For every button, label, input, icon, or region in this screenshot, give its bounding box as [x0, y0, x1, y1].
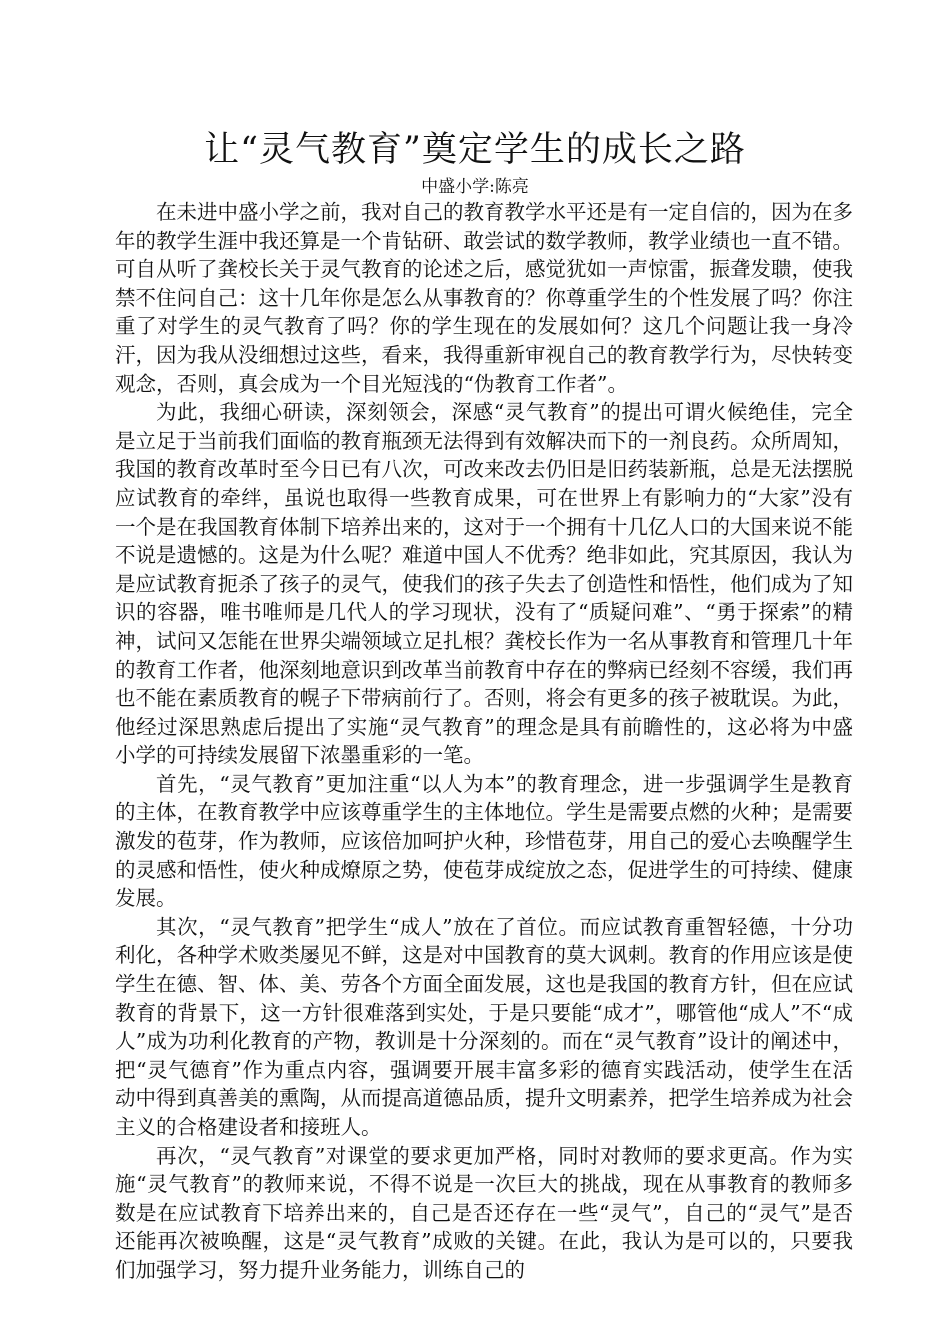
paragraph: 再次，“灵气教育”对课堂的要求更加严格，同时对教师的要求更高。作为实施“灵气教育”的教师来说，不得不说是一次巨大的挑战，现在从事教育的教师多数是在应试教育下培养出来的，自己是否还存在一些“灵气”，自己的“灵气”是否还能再次被唤醒，这是“灵气教育”成败的关键。在此，我认为是可以的，只要我们加强学习，努力提升业务能力，训练自己的: [115, 1143, 853, 1282]
paragraph: 首先，“灵气教育”更加注重“以人为本”的教育理念，进一步强调学生是教育的主体，在教育教学中应该尊重学生的主体地位。学生是需要点燃的火种；是需要激发的苞芽，作为教师，应该倍加呵护火种，珍惜苞芽，用自己的爱心去唤醒学生的灵感和悟性，使火种成燎原之势，使苞芽成绽放之态，促进学生的可持续、健康发展。: [115, 771, 853, 911]
paragraph: 为此，我细心研读，深刻领会，深感“灵气教育”的提出可谓火候绝佳，完全是立足于当前我们面临的教育瓶颈无法得到有效解决而下的一剂良药。众所周知，我国的教育改革时至今日已有八次，可改来改去仍旧是旧药装新瓶，总是无法摆脱应试教育的牵绊，虽说也取得一些教育成果，可在世界上有影响力的“大家”没有一个是在我国教育体制下培养出来的，这对于一个拥有十几亿人口的大国来说不能不说是遗憾的。这是为什么呢？难道中国人不优秀？绝非如此，究其原因，我认为是应试教育扼杀了孩子的灵气，使我们的孩子失去了创造性和悟性，他们成为了知识的容器，唯书唯师是几代人的学习现状，没有了“质疑问难”、“勇于探索”的精神，试问又怎能在世界尖端领域立足扎根？龚校长作为一名从事教育和管理几十年的教育工作者，他深刻地意识到改革当前教育中存在的弊病已经刻不容缓，我们再也不能在素质教育的幌子下带病前行了。否则，将会有更多的孩子被耽误。为此，他经过深思熟虑后提出了实施“灵气教育”的理念是具有前瞻性的，这必将为中盛小学的可持续发展留下浓墨重彩的一笔。: [115, 400, 853, 768]
paragraph: 在未进中盛小学之前，我对自己的教育教学水平还是有一定自信的，因为在多年的教学生涯中我还算是一个肯钻研、敢尝试的数学教师，教学业绩也一直不错。可自从听了龚校长关于灵气教育的论述之后，感觉犹如一声惊雷，振聋发聩，使我禁不住问自己：这十几年你是怎么从事教育的？你尊重学生的个性发展了吗？你注重了对学生的灵气教育了吗？你的学生现在的发展如何？这几个问题让我一身冷汗，因为我从没细想过这些，看来，我得重新审视自己的教育教学行为，尽快转变观念，否则，真会成为一个目光短浅的“伪教育工作者”。: [115, 200, 853, 396]
paragraph: 其次，“灵气教育”把学生“成人”放在了首位。而应试教育重智轻德，十分功利化，各种学术败类屡见不鲜，这是对中国教育的莫大讽刺。教育的作用应该是使学生在德、智、体、美、劳各个方面全面发展，这也是我国的教育方针，但在应试教育的背景下，这一方针很难落到实处，于是只要能“成才”，哪管他“成人”不“成人”成为功利化教育的产物，教训是十分深刻的。而在“灵气教育”设计的阐述中，把“灵气德育”作为重点内容，强调要开展丰富多彩的德育实践活动，使学生在活动中得到真善美的熏陶，从而提高道德品质，提升文明素养，把学生培养成为社会主义的合格建设者和接班人。: [115, 914, 853, 1139]
document-author: 中盛小学:陈亮: [421, 177, 529, 197]
document-body: [115, 198, 853, 1285]
document-title: 让“灵气教育”奠定学生的成长之路: [204, 130, 746, 170]
